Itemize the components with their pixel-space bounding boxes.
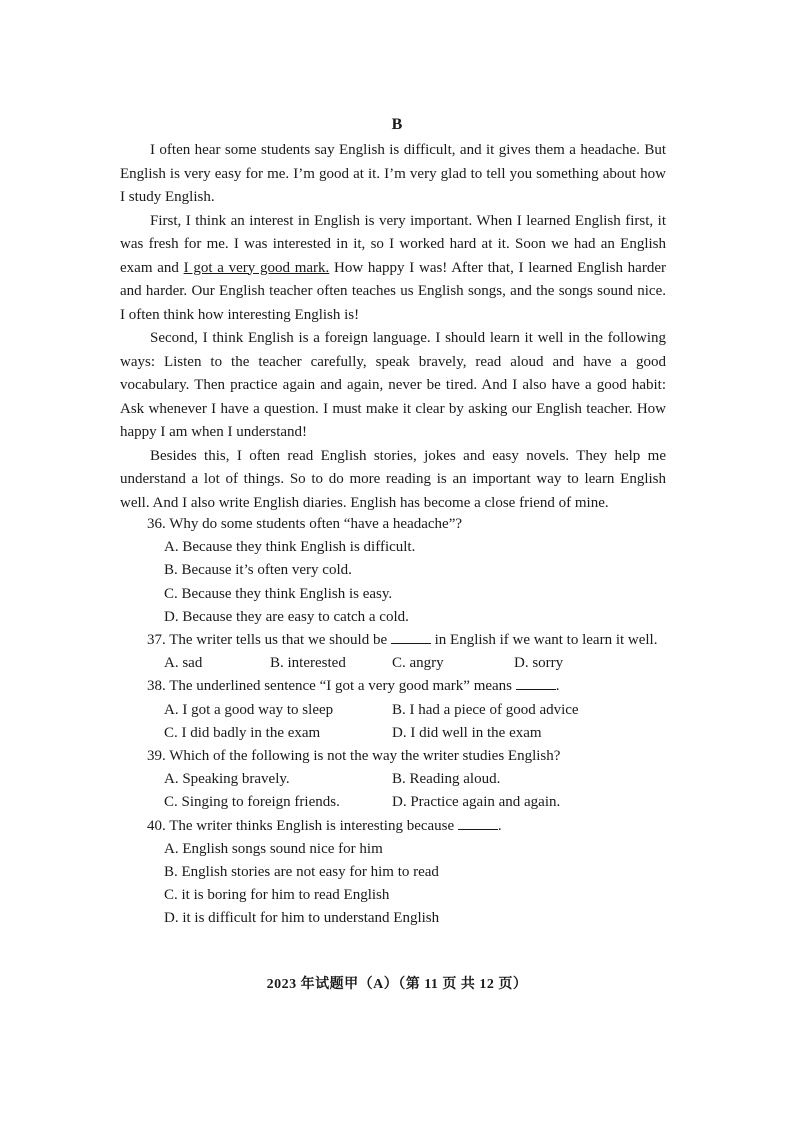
- question-40-stem: [120, 815, 666, 838]
- question-37-option-a: A. sad: [164, 655, 203, 672]
- question-39-option-b: B. Reading aloud.: [392, 771, 501, 788]
- passage-text: First, I think an interest in English is very important. When I learned English first, it was fresh for me. I was interested in it, so I worked hard at it. Soon we had an English exam and: [120, 212, 666, 276]
- question-text: 40. The writer thinks English is interesting because: [147, 817, 458, 834]
- underlined-sentence: I got a very good mark.: [183, 259, 330, 276]
- question-39-option-d: D. Practice again and again.: [392, 794, 561, 811]
- question-list: [120, 513, 666, 931]
- question-38-option-a: A. I got a good way to sleep: [164, 701, 334, 718]
- question-37-option-c: C. angry: [392, 655, 444, 672]
- page-footer: 2023 年试题甲（A）（第 11 页 共 12 页）: [266, 977, 528, 992]
- question-text: .: [555, 678, 560, 695]
- question-39-options-row-1: [120, 768, 666, 791]
- question-36-option-c: C. Because they think English is easy.: [164, 585, 393, 602]
- question-37-option-d: D. sorry: [514, 655, 564, 672]
- answer-blank: [391, 629, 431, 644]
- question-39-option-c: C. Singing to foreign friends.: [164, 794, 340, 811]
- question-40-option-a: A. English songs sound nice for him: [164, 840, 383, 857]
- question-39-options-row-2: [120, 791, 666, 814]
- question-text: 37. The writer tells us that we should be: [147, 632, 391, 649]
- question-36-stem: 36. Why do some students often “have a headache”?: [147, 516, 463, 532]
- question-38-option-d: D. I did well in the exam: [392, 724, 542, 741]
- question-text: 38. The underlined sentence “I got a very good mark” means: [147, 678, 516, 695]
- section-title: B: [391, 116, 403, 133]
- question-38-options-row-1: [120, 699, 666, 722]
- passage-text: How happy I was! After that, I learned English harder and harder. Our English teacher often teaches us English songs, and the songs sound nice. I often think how interesting English is!: [120, 259, 666, 323]
- question-37-stem: [120, 629, 666, 652]
- passage-paragraph-2: [120, 210, 666, 328]
- question-37-options: [120, 652, 666, 675]
- question-38-option-c: C. I did badly in the exam: [164, 724, 321, 741]
- passage-paragraph-3: Second, I think English is a foreign language. I should learn it well in the following ways: Listen to the teacher carefully, speak bravely, read aloud and have a good vocabulary. Then practice again and again, never be tired. And I also have a good habit: Ask whenever I have a question. I must make it clear by asking our English teacher. How happy I am when I understand!: [120, 330, 666, 440]
- question-text: .: [497, 817, 502, 834]
- question-36-option-b: B. Because it’s often very cold.: [164, 562, 352, 579]
- question-36-option-a: A. Because they think English is difficult.: [164, 539, 416, 556]
- passage-paragraph-1: I often hear some students say English is difficult, and it gives them a headache. But English is very easy for me. I’m good at it. I’m very glad to tell you something about how I study English.: [120, 142, 666, 205]
- question-38-options-row-2: [120, 722, 666, 745]
- passage-paragraph-4: Besides this, I often read English stories, jokes and easy novels. They help me understand a lot of things. So to do more reading is an important way to learn English well. And I also write English diaries. English has become a close friend of mine.: [120, 447, 666, 511]
- question-36-option-d: D. Because they are easy to catch a cold.: [164, 608, 409, 625]
- reading-passage: [120, 139, 666, 515]
- question-39-option-a: A. Speaking bravely.: [164, 771, 290, 788]
- question-40-option-d: D. it is difficult for him to understand English: [164, 910, 440, 927]
- question-40-option-c: C. it is boring for him to read English: [164, 887, 390, 904]
- answer-blank: [458, 815, 498, 830]
- question-40-option-b: B. English stories are not easy for him to read: [164, 864, 439, 881]
- question-text: in English if we want to learn it well.: [430, 632, 658, 649]
- answer-blank: [516, 675, 556, 690]
- question-39-stem: 39. Which of the following is not the way the writer studies English?: [147, 748, 561, 765]
- question-38-option-b: B. I had a piece of good advice: [392, 701, 579, 718]
- question-38-stem: [120, 675, 666, 698]
- question-37-option-b: B. interested: [270, 655, 346, 672]
